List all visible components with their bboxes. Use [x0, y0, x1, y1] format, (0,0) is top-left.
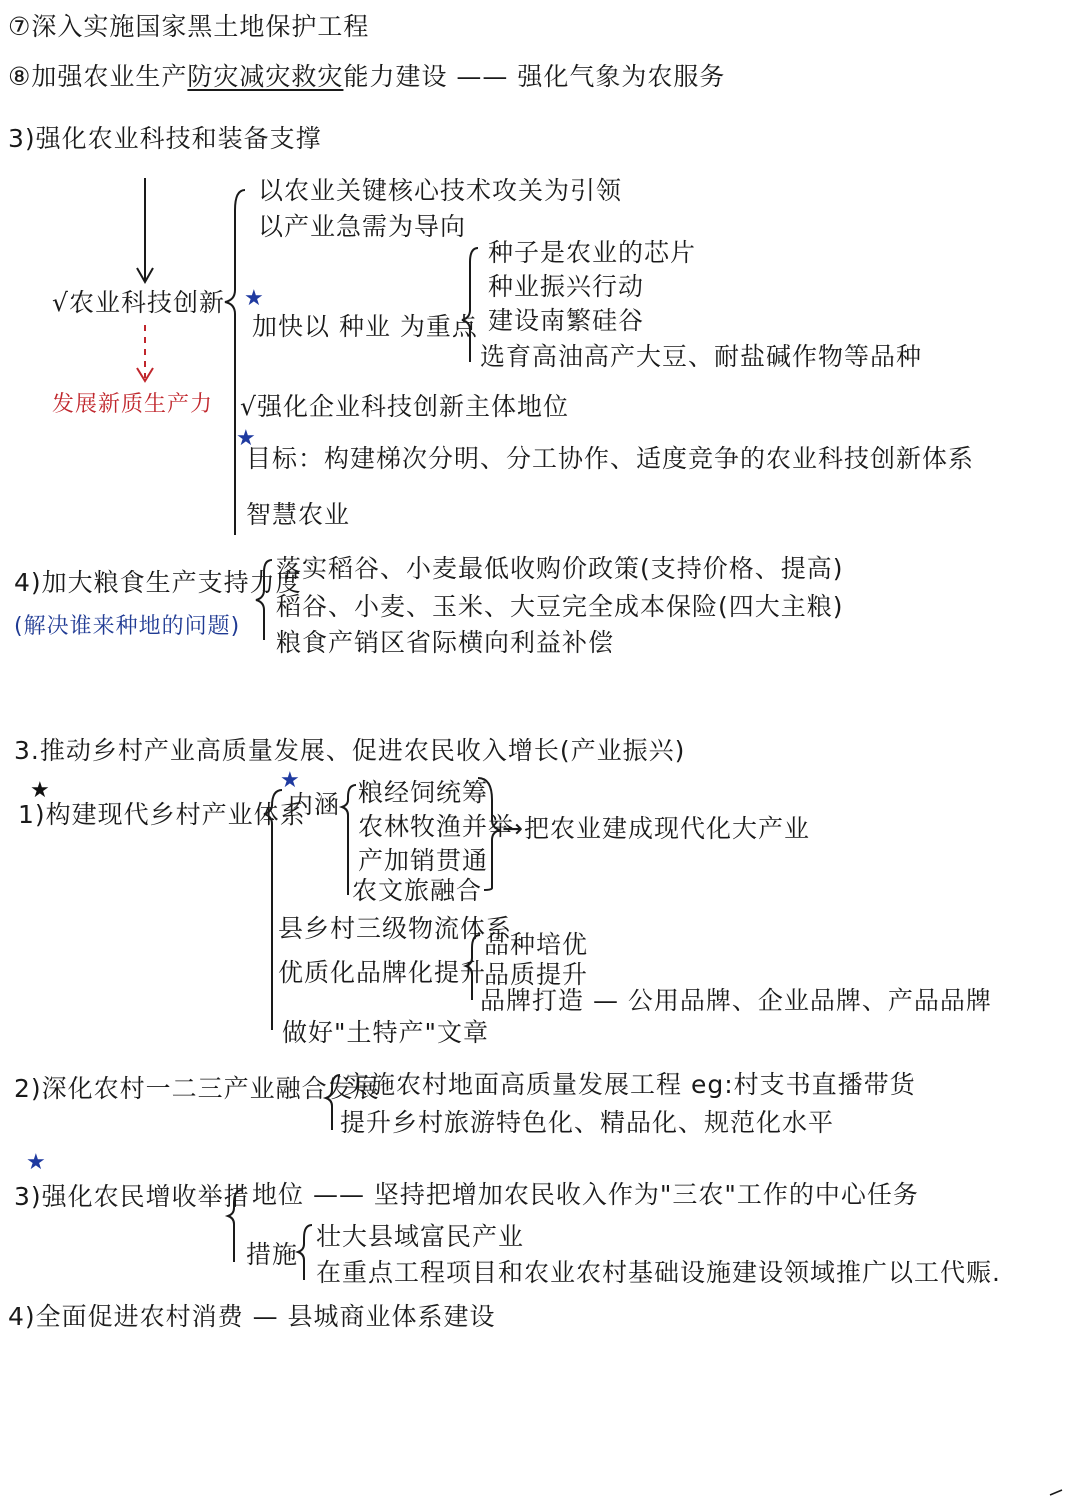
p2-title: 2)深化农村一二三产业融合发展 [14, 1074, 380, 1103]
quality-brand: 优质化品牌化提升 [278, 958, 487, 987]
tech-branch-5: 目标：构建梯次分明、分工协作、适度竞争的农业科技创新体系 [246, 444, 975, 473]
p2-item-2: 提升乡村旅游特色化、精品化、规范化水平 [340, 1108, 835, 1137]
p2-item-1: 实施农村地面高质量发展工程 eg:村支书直播带货 [344, 1070, 916, 1099]
p3-cuoshi-item-1: 壮大县域富民产业 [316, 1222, 525, 1251]
neihan-item-2: 农林牧渔并举 [358, 812, 515, 841]
neihan-item-1: 粮经饲统筹 [358, 778, 489, 807]
section-tech-title: 3)强化农业科技和装备支撑 [8, 124, 322, 153]
tech-branch-4 [240, 392, 569, 422]
star-icon: ★ [280, 768, 300, 793]
grain-support-subtitle: (解决谁来种地的问题) [14, 614, 241, 639]
grain-item-3: 粮食产销区省际横向利益补偿 [276, 628, 615, 657]
star-icon: ★ [30, 778, 50, 803]
quality-item-1: 品种培优 [484, 930, 589, 959]
tech-branch-4-text: 强化企业科技创新主体地位 [256, 392, 569, 421]
neihan-item-4: 农文旅融合 [352, 876, 483, 905]
seed-item-3: 建设南繁硅谷 [488, 306, 645, 335]
line-disaster [8, 62, 725, 92]
line-disaster-a: ⑧加强农业生产 [8, 62, 188, 91]
quality-item-2: 品质提升 [484, 960, 589, 989]
line-disaster-b: 防灾减灾救灾 [187, 62, 344, 91]
star-icon: ★ [244, 286, 264, 311]
tech-branch-6: 智慧农业 [246, 500, 351, 529]
p1-title: 1)构建现代乡村产业体系 [18, 800, 306, 829]
p3-title: 3)强化农民增收举措 [14, 1182, 250, 1211]
new-productivity-label: 发展新质生产力 [52, 392, 214, 417]
line-disaster-c: 能力建设 —— 强化气象为农服务 [343, 62, 726, 91]
tech-branch-3: 加快以 种业 为重点 [252, 312, 478, 341]
seed-item-2: 种业振兴行动 [488, 272, 645, 301]
neihan-item-3: 产加销贯通 [358, 846, 489, 875]
seed-item-4: 选育高油高产大豆、耐盐碱作物等品种 [480, 342, 923, 371]
star-icon: ★ [26, 1150, 46, 1175]
tech-innovation-text: 农业科技创新 [68, 288, 225, 317]
tech-branch-2: 以产业急需为导向 [258, 212, 467, 241]
tech-branch-1: 以农业关键核心技术攻关为引领 [258, 176, 623, 205]
check-mark: √ [52, 288, 69, 317]
check-mark: √ [240, 392, 257, 421]
quality-item-3: 品牌打造 — 公用品牌、企业品牌、产品品牌 [480, 986, 992, 1015]
line-black-soil: ⑦深入实施国家黑土地保护工程 [8, 12, 370, 41]
modern-industry-text: →把农业建成现代化大产业 [502, 814, 810, 843]
seed-item-1: 种子是农业的芯片 [488, 238, 697, 267]
p3-diwei: 地位 —— 坚持把增加农民收入作为"三农"工作的中心任务 [252, 1180, 919, 1209]
grain-support-title: 4)加大粮食生产支持力度 [14, 568, 302, 597]
grain-item-1: 落实稻谷、小麦最低收购价政策(支持价格、提高) [276, 554, 844, 583]
neihan-label: 内涵 [288, 790, 341, 819]
p4-title: 4)全面促进农村消费 — 县城商业体系建设 [8, 1302, 496, 1331]
logistics-system: 县乡村三级物流体系 [278, 914, 513, 943]
p3-cuoshi-label: 措施 [246, 1240, 299, 1269]
local-specialty: 做好"土特产"文章 [282, 1018, 489, 1047]
grain-item-2: 稻谷、小麦、玉米、大豆完全成本保险(四大主粮) [276, 592, 844, 621]
star-icon: ★ [236, 426, 256, 451]
tech-innovation-label [52, 288, 225, 318]
part3-title: 3.推动乡村产业高质量发展、促进农民收入增长(产业振兴) [14, 736, 686, 765]
p3-cuoshi-item-2: 在重点工程项目和农业农村基础设施建设领域推广以工代赈. [316, 1258, 1001, 1287]
